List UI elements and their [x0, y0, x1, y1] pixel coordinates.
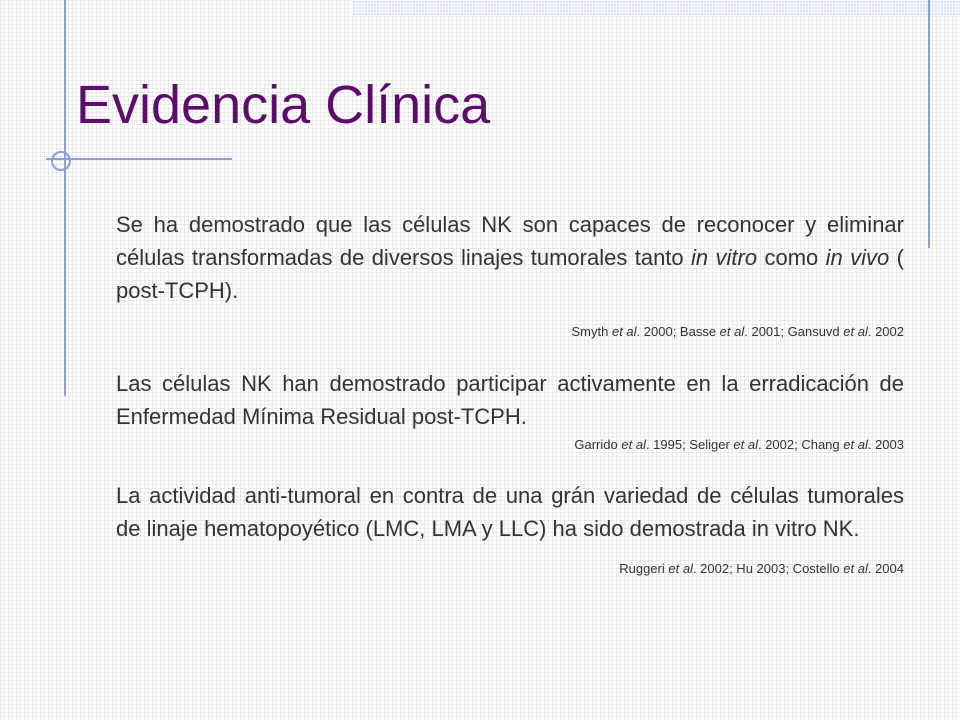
citation-text: Smyth: [571, 324, 612, 339]
citation-et-al: et al: [843, 437, 868, 452]
paragraph-antitumor-activity: La actividad anti-tumoral en contra de una grán variedad de células tumorales de linaje hematopoyético (LMC, LMA y LLC) ha sido demostrada in vitro NK.: [116, 483, 904, 541]
citation-text: . 1995; Seliger: [645, 437, 734, 452]
citation-text: . 2004: [867, 561, 904, 576]
citation-et-al: et al: [611, 324, 637, 339]
citation-text: . 2001; Gansuvd: [744, 324, 844, 339]
citation-nk-recognition: [116, 323, 904, 341]
citation-text: Ruggeri: [619, 561, 669, 576]
citation-text: Garrido: [574, 437, 622, 452]
citation-et-al: et al: [719, 324, 745, 339]
slide-body: [116, 208, 904, 578]
left-decorative-line: [64, 0, 66, 396]
citation-et-al: et al: [843, 324, 868, 339]
title-underline: [46, 158, 232, 160]
paragraph-text: ( post-TCPH).: [116, 245, 904, 303]
slide-title: Evidencia Clínica: [76, 75, 491, 135]
paragraph-text-italic: in vivo: [825, 245, 890, 270]
paragraph-text-italic: in vitro: [691, 245, 758, 270]
citation-text: . 2002; Hu 2003; Costello: [692, 561, 844, 576]
citation-et-al: et al: [668, 561, 693, 576]
paragraph-nk-recognition: [116, 208, 904, 307]
corner-circle-ornament: [51, 151, 71, 171]
paragraph-text: Se ha demostrado que las células NK son capaces de reconocer y eliminar células transformadas de diversos linajes tumorales tanto: [116, 212, 904, 270]
citation-text: . 2003: [867, 437, 904, 452]
citation-residual-disease: [116, 436, 904, 454]
paragraph-residual-disease: Las células NK han demostrado participar activamente en la erradicación de Enfermedad Mínima Residual post-TCPH.: [116, 371, 904, 429]
citation-et-al: et al: [843, 561, 868, 576]
citation-antitumor-activity: [116, 560, 904, 578]
citation-text: . 2000; Basse: [636, 324, 720, 339]
citation-text: . 2002: [867, 324, 904, 339]
citation-et-al: et al: [733, 437, 758, 452]
right-decorative-line: [928, 0, 930, 248]
citation-et-al: et al: [621, 437, 646, 452]
top-decorative-band: [352, 0, 960, 16]
paragraph-text: como: [757, 245, 826, 270]
citation-text: . 2002; Chang: [757, 437, 844, 452]
